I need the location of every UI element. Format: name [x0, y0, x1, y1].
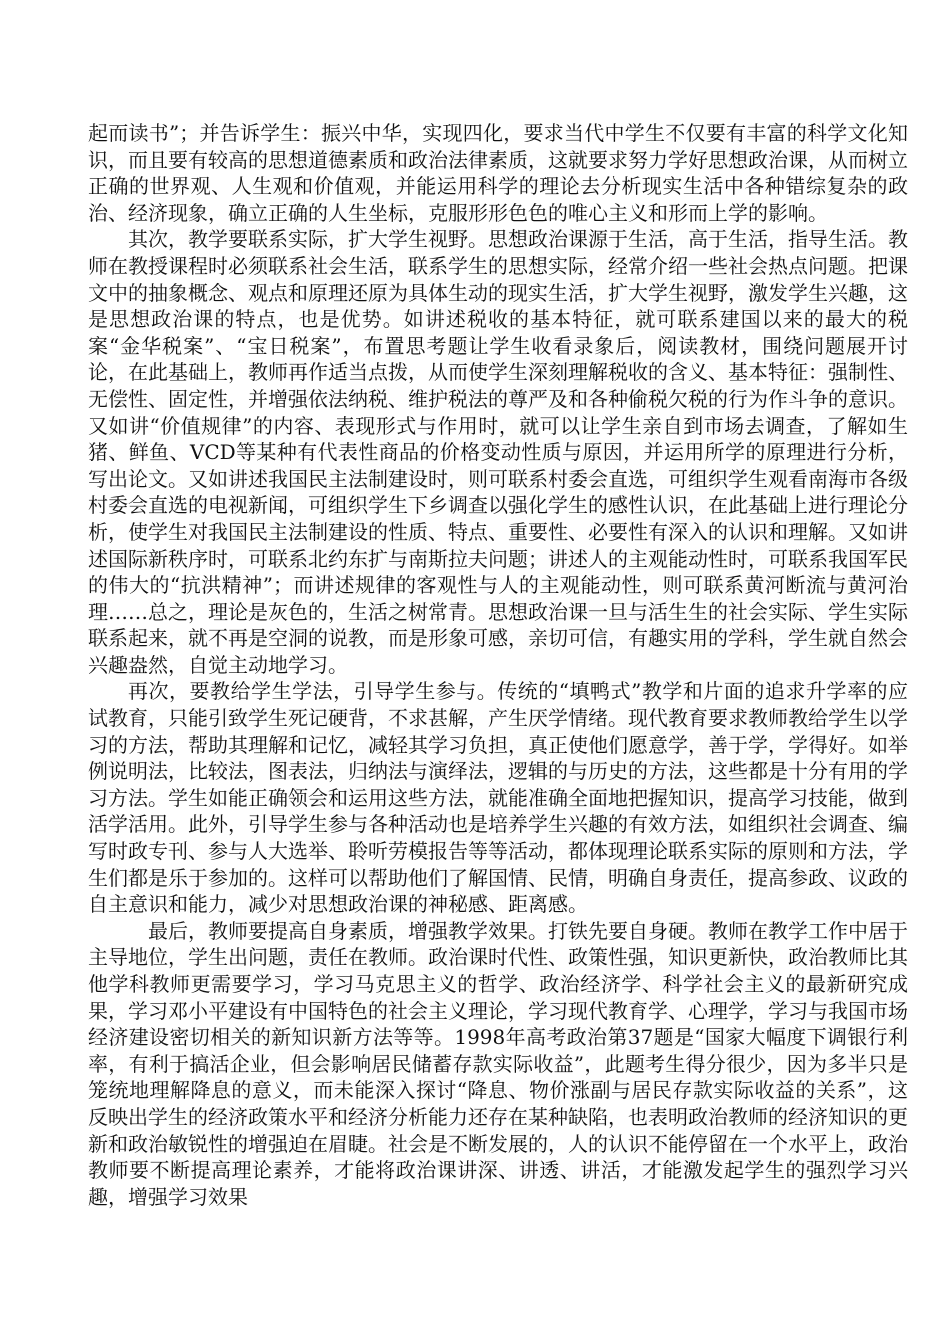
paragraph-continuation: 起而读书”；并告诉学生：振兴中华，实现四化，要求当代中学生不仅要有丰富的科学文化知识，而且要有较高的思想道德素质和政治法律素质，这就要求努力学好思想政治课，从而树立正确的世界观、人生观和价值观，并能运用科学的理论去分析现实生活中各种错综复杂的政治、经济现象，确立正确的人生坐标，克服形形色色的唯心主义和形而上学的影响。 [88, 121, 908, 225]
paragraph-third: 再次，要教给学生学法，引导学生参与。传统的“填鸭式”教学和片面的追求升学率的应试教育，只能引致学生死记硬背，不求甚解，产生厌学情绪。现代教育要求教师教给学生以学习的方法，帮助其理解和记忆，减轻其学习负担，真正使他们愿意学，善于学，学得好。如举例说明法，比较法，图表法，归纳法与演绎法，逻辑的与历史的方法，这些都是十分有用的学习方法。学生如能正确领会和运用这些方法，就能准确全面地把握知识，提高学习技能，做到活学活用。此外，引导学生参与各种活动也是培养学生兴趣的有效方法，如组织社会调查、编写时政专刊、参与人大选举、聆听劳模报告等等活动，都体现理论联系实际的原则和方法，学生们都是乐于参加的。这样可以帮助他们了解国情、民情，明确自身责任，提高参政、议政的自主意识和能力，减少对思想政治课的神秘感、距离感。 [88, 679, 908, 917]
paragraph-second: 其次，教学要联系实际，扩大学生视野。思想政治课源于生活，高于生活，指导生活。教师在教授课程时必须联系社会生活，联系学生的思想实际，经常介绍一些社会热点问题。把课文中的抽象概念、观点和原理还原为具体生动的现实生活，扩大学生视野，激发学生兴趣，这是思想政治课的特点，也是优势。如讲述税收的基本特征，就可联系建国以来的最大的税案“金华税案”、“宝日税案”，布置思考题让学生收看录象后，阅读教材，围绕问题展开讨论，在此基础上，教师再作适当点拨，从而使学生深刻理解税收的含义、基本特征：强制性、无偿性、固定性，并增强依法纳税、维护税法的尊严及和各种偷税欠税的行为作斗争的意识。又如讲“价值规律”的内容、表现形式与作用时，就可以让学生亲自到市场去调查，了解如生猪、鲜鱼、VCD等某种有代表性商品的价格变动性质与原因，并运用所学的原理进行分析，写出论文。又如讲述我国民主法制建设时，则可联系村委会直选，可组织学生观看南海市各级村委会直选的电视新闻，可组织学生下乡调查以强化学生的感性认识，在此基础上进行理论分析，使学生对我国民主法制建设的性质、特点、重要性、必要性有深入的认识和理解。又如讲述国际新秩序时，可联系北约东扩与南斯拉夫问题；讲述人的主观能动性时，可联系我国军民的伟大的“抗洪精神”；而讲述规律的客观性与人的主观能动性，则可联系黄河断流与黄河治理……总之，理论是灰色的，生活之树常青。思想政治课一旦与活生生的社会实际、学生实际联系起来，就不再是空洞的说教，而是形象可感，亲切可信，有趣实用的学科，学生就自然会兴趣盎然，自觉主动地学习。 [88, 227, 908, 677]
paragraph-final: 最后，教师要提高自身素质，增强教学效果。打铁先要自身硬。教师在教学工作中居于主导地位，学生出问题，责任在教师。政治课时代性、政策性强，知识更新快，政治教师比其他学科教师更需要学习，学习马克思主义的哲学、政治经济学、科学社会主义的最新研究成果，学习邓小平建设有中国特色的社会主义理论，学习现代教育学、心理学，学习与我国市场经济建设密切相关的新知识新方法等等。1998年高考政治第37题是“国家大幅度下调银行利率，有利于搞活企业，但会影响居民储蓄存款实际收益”，此题考生得分很少，因为多半只是笼统地理解降息的意义，而未能深入探讨“降息、物价涨副与居民存款实际收益的关系”，这反映出学生的经济政策水平和经济分析能力还存在某种缺陷，也表明政治教师的经济知识的更新和政治敏锐性的增强迫在眉睫。社会是不断发展的，人的认识不能停留在一个水平上，政治教师要不断提高理论素养，才能将政治课讲深、讲透、讲活，才能激发起学生的强烈学习兴趣，增强学习效果 [88, 918, 908, 1209]
document-body [88, 120, 908, 1210]
